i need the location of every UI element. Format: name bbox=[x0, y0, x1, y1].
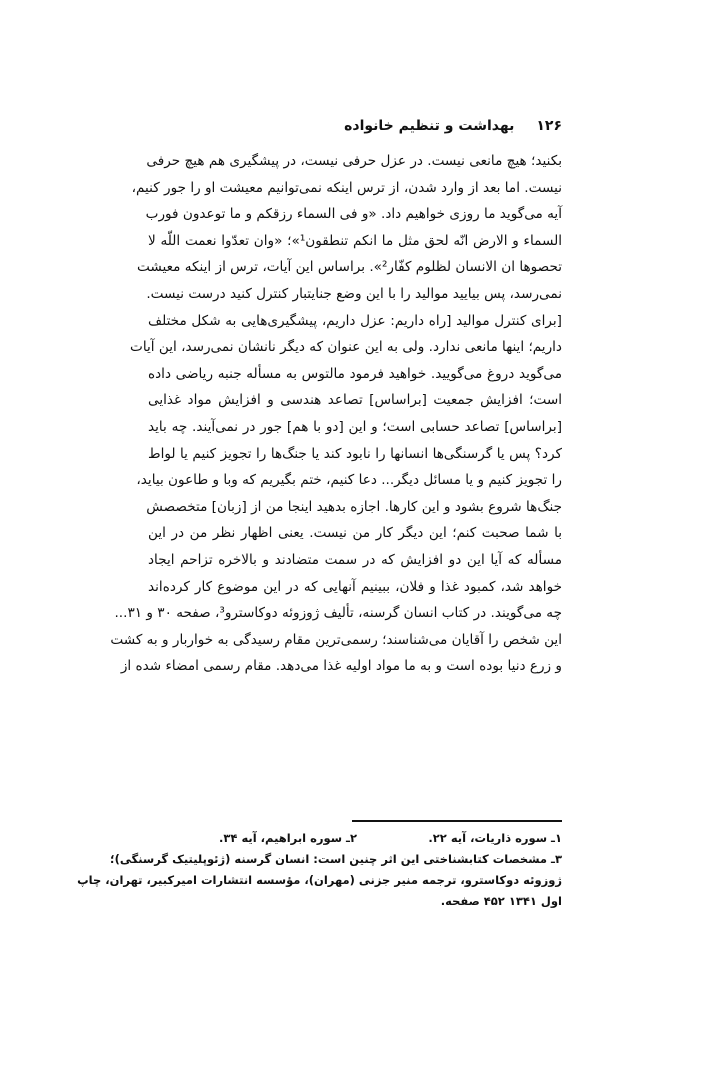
footnote-1: ۱ـ سوره ذاریات، آیه ۲۲. bbox=[428, 831, 562, 845]
text-line: این شخص را آقایان می‌شناسند؛ رسمی‌ترین مقام رسیدگی به خواربار و به کشت bbox=[110, 631, 562, 648]
text-line: مسأله که آیا این دو افزایش که در سمت متضادند و بالاخره تزاحم ایجاد bbox=[148, 551, 562, 568]
running-header bbox=[148, 118, 562, 134]
text-line: با شما صحبت کنم؛ این دیگر کار من نیست. یعنی اظهار نظر من در این bbox=[148, 525, 562, 542]
text-line: [براساس] تصاعد حسابی است؛ و این [دو با هم] جور در نمی‌آیند. چه باید bbox=[148, 418, 562, 435]
text-line: آیه می‌گوید ما روزی خواهیم داد. «و فی السماء رزقکم و ما توعدون فورب bbox=[145, 206, 562, 223]
text-line: نمی‌رسد، پس بیایید موالید را با این وضع جنایتبار کنترل کنید درست نیست. bbox=[146, 285, 562, 302]
text-line: جنگ‌ها شروع بشود و این کارها. اجازه بدهید اینجا من از [زبان] متخصصش bbox=[146, 498, 562, 515]
text-line: و زرع دنیا بوده است و به ما مواد اولیه غذا می‌دهد. مقام رسمی امضاء شده از bbox=[120, 658, 562, 675]
text-line: می‌گوید دروغ می‌گویید. خواهید فرمود مالتوس به مسأله جنبه ریاضی داده bbox=[148, 365, 562, 382]
footnote-2: ۲ـ سوره ابراهیم، آیه ۳۴. bbox=[219, 831, 357, 845]
running-title: بهداشت و تنظیم خانواده bbox=[344, 118, 515, 134]
text-line: نیست. اما بعد از وارد شدن، از ترس اینکه نمی‌توانیم معیشت او را جور کنیم، bbox=[131, 179, 562, 196]
text-line: السماء و الارض انّه لحق مثل ما انکم تنطقون¹»؛ «وان تعدّوا نعمت اللّه لا bbox=[148, 232, 562, 249]
text-line: بکنید؛ هیچ مانعی نیست. در عزل حرفی نیست، در پیشگیری هم هیچ حرفی bbox=[146, 153, 562, 169]
text-line: داریم؛ اینها مانعی ندارد. ولی به این عنوان که دیگر نانشان نمی‌رسد، این آیات bbox=[130, 339, 562, 356]
footnotes bbox=[77, 828, 562, 912]
text-line: [برای کنترل موالید [راه داریم: عزل داریم، پیشگیری‌هایی به شکل مختلف bbox=[148, 312, 562, 329]
footnote-3-line: ژوزوئه دوکاسترو، ترجمه منیر جزنی (مهران)، مؤسسه انتشارات امیرکبیر، تهران، چاپ bbox=[77, 873, 562, 887]
text-line: چه می‌گویند. در کتاب انسان گرسنه، تألیف ژوزوئه دوکاسترو³، صفحه ۳۰ و ۳۱... bbox=[114, 605, 562, 622]
text-line: کرد؟ پس یا گرسنگی‌ها انسانها را نابود کند یا جنگ‌ها را تجویز کنیم یا لواط bbox=[148, 445, 562, 462]
footnote-row bbox=[148, 828, 562, 849]
footnote-3-line: اول ۱۳۴۱ ۴۵۲ صفحه. bbox=[440, 894, 562, 908]
text-line: خواهد شد، کمبود غذا و فلان، ببینیم آنهایی که در این موضوع کار کرده‌اند bbox=[148, 578, 562, 595]
text-line: را تجویز کنیم و یا مسائل دیگر... دعا کنیم، ختم بگیریم که وبا و طاعون بیاید، bbox=[136, 472, 562, 489]
body-text bbox=[110, 148, 562, 680]
footnote-divider bbox=[352, 820, 562, 822]
footnote-3-line: ۳ـ مشخصات کتابشناختی این اثر چنین است: انسان گرسنه (ژئوپلیتیک گرسنگی)؛ bbox=[110, 852, 562, 866]
text-line: است؛ افزایش جمعیت [براساس] تصاعد هندسی و افزایش مواد غذایی bbox=[148, 392, 562, 409]
text-line: تحصوها ان الانسان لظلوم کفّار²». براساس این آیات، ترس از اینکه معیشت bbox=[137, 259, 562, 276]
page-number: ۱۲۶ bbox=[536, 118, 562, 134]
